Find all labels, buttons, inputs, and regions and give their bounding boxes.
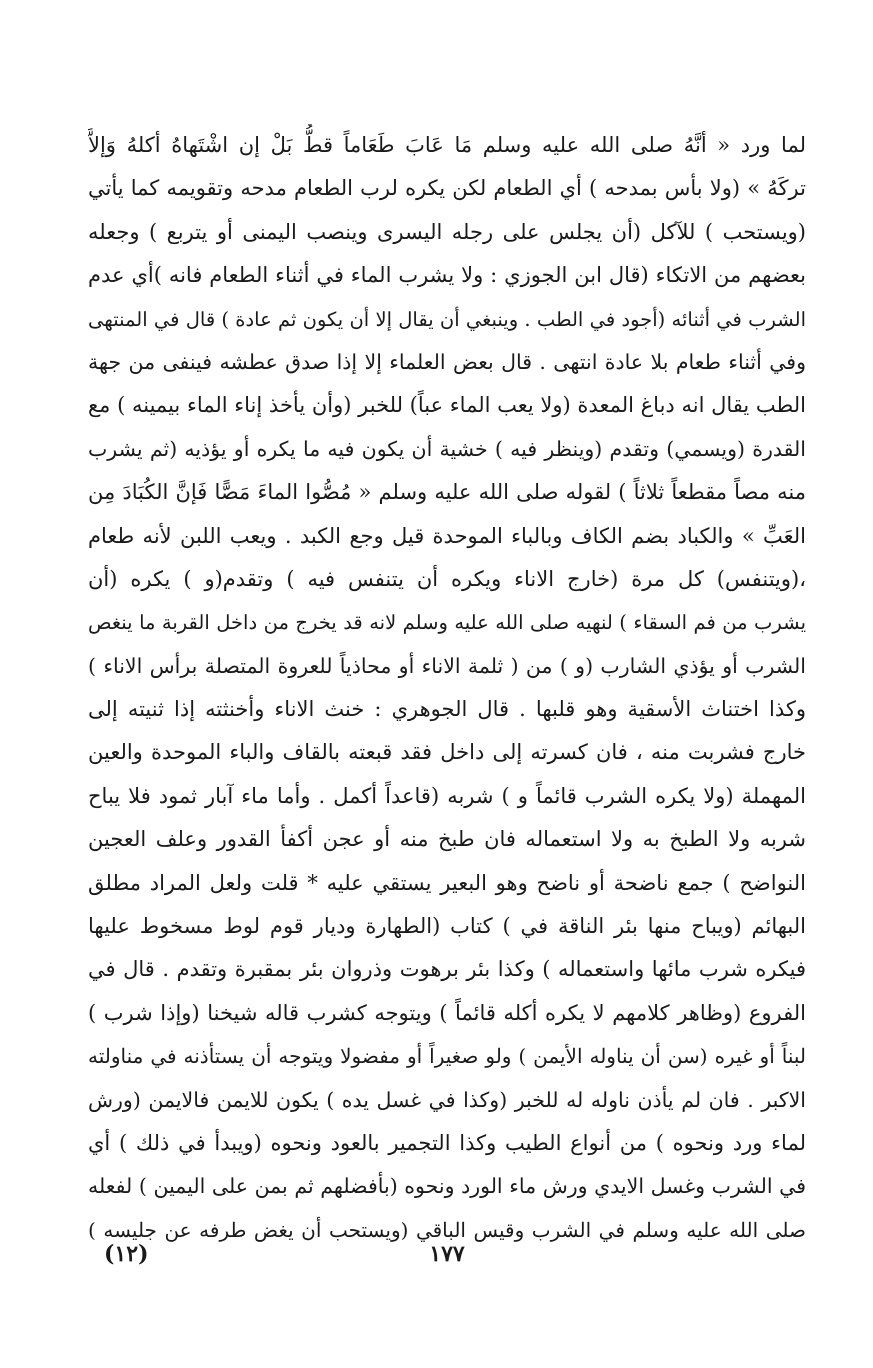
text-line: خارج فشربت منه ، فان كسرته إلى داخل فقد قبعته بالقاف والباء الموحدة والعين <box>88 740 806 765</box>
text-line: منه مصاً مقطعاً ثلاثاً ) لقوله صلى الله عليه وسلم « مُصُّوا الماءَ مَصًّا فَإنَّ الكُبَادَ مِن <box>88 480 806 505</box>
text-line: المهملة (ولا يكره الشرب قائماً و ) شربه (قاعداً أكمل . وأما ماء آبار ثمود فلا يباح <box>88 783 806 808</box>
text-line: الطب يقال انه دباغ المعدة (ولا يعب الماء عباً) للخبر (وأن يأخذ إناء الماء بيمينه ) مع <box>88 393 806 418</box>
text-line: في الشرب وغسل الايدي ورش ماء الورد ونحوه (بأفضلهم ثم بمن على اليمين ) لفعله <box>88 1174 806 1199</box>
page-footer <box>88 1234 806 1274</box>
text-line: الاكبر . فان لم يأذن ناوله له للخبر (وكذا في غسل يده ) يكون للايمن فالايمن (ورش <box>88 1087 806 1112</box>
text-line: الفروع (وظاهر كلامهم لا يكره أكله قائماً ) ويتوجه كشرب قاله شيخنا (وإذا شرب ) <box>88 1000 806 1025</box>
page-number: ١٧٧ <box>429 1241 465 1267</box>
text-line: القدرة (ويسمي) وتقدم (وينظر فيه ) خشية أن يكون فيه ما يكره أو يؤذيه (ثم يشرب <box>88 436 806 461</box>
text-line: لبناً أو غيره (سن أن يناوله الأيمن ) ولو صغيراً أو مفضولا ويتوجه أن يستأذنه في مناولته <box>88 1044 806 1069</box>
signature-mark: (١٢) <box>104 1241 149 1267</box>
text-line: بعضهم من الاتكاء (قال ابن الجوزي : ولا يشرب الماء في أثناء الطعام فانه )أي عدم <box>88 263 806 288</box>
text-line: (ويستحب ) للآكل (أن يجلس على رجله اليسرى وينصب اليمنى أو يتربع ) وجعله <box>88 219 806 244</box>
text-line: البهائم (ويباح منها بئر الناقة في ) كتاب (الطهارة وديار قوم لوط مسخوط عليها <box>88 914 806 939</box>
text-line: وفي أثناء طعام بلا عادة انتهى . قال بعض العلماء إلا إذا صدق عطشه فينفى من جهة <box>88 349 806 374</box>
text-line: يشرب من فم السقاء ) لنهيه صلى الله عليه وسلم لانه قد يخرج من داخل القربة ما ينغص <box>88 611 806 635</box>
text-line: فيكره شرب مائها واستعماله ) وكذا بئر برهوت وذروان بئر بمقبرة وتقدم . قال في <box>88 957 806 982</box>
text-line: وكذا اختناث الأسقية وهو قلبها . قال الجوهري : خنث الاناء وأخنثته إذا ثنيته إلى <box>88 697 806 722</box>
text-line: ،(ويتنفس) كل مرة (خارج الاناء ويكره أن يتنفس فيه ) وتقدم(و ) يكره (أن <box>88 566 806 591</box>
text-line: تركَهُ » (ولا بأس بمدحه ) أي الطعام لكن يكره لرب الطعام مدحه وتقويمه كما يأتي <box>88 176 806 201</box>
text-line: صلى الله عليه وسلم في الشرب وقيس الباقي (ويستحب أن يغض طرفه عن جليسه ) <box>88 1217 806 1242</box>
text-line: العَبِّ » والكباد بضم الكاف وبالباء الموحدة قيل وجع الكبد . ويعب اللبن لأنه طعام <box>88 523 806 548</box>
text-line: الشرب أو يؤذي الشارب (و ) من ( ثلمة الاناء أو محاذياً للعروة المتصلة برأس الاناء ) <box>88 653 806 678</box>
text-line: لماء ورد ونحوه ) من أنواع الطيب وكذا التجمير بالعود ونحوه (ويبدأ في ذلك ) أي <box>88 1130 806 1155</box>
text-line: النواضح ) جمع ناضحة أو ناضح وهو البعير يستقي عليه * قلت ولعل المراد مطلق <box>88 870 806 895</box>
body-text <box>88 124 806 1252</box>
text-line: شربه ولا الطبخ به ولا استعماله فان طبخ منه أو عجن أكفأ القدور وعلف العجين <box>88 827 806 852</box>
text-line: لما ورد « أنَّهُ صلى الله عليه وسلم مَا عَابَ طَعَاماً قطُّ بَلْ إن اشْتَهاهُ أكلهُ وَإلاَّ <box>88 133 806 157</box>
text-line: الشرب في أثنائه (أجود في الطب . وينبغي أن يقال إلا أن يكون ثم عادة ) قال في المنتهى <box>88 307 806 331</box>
